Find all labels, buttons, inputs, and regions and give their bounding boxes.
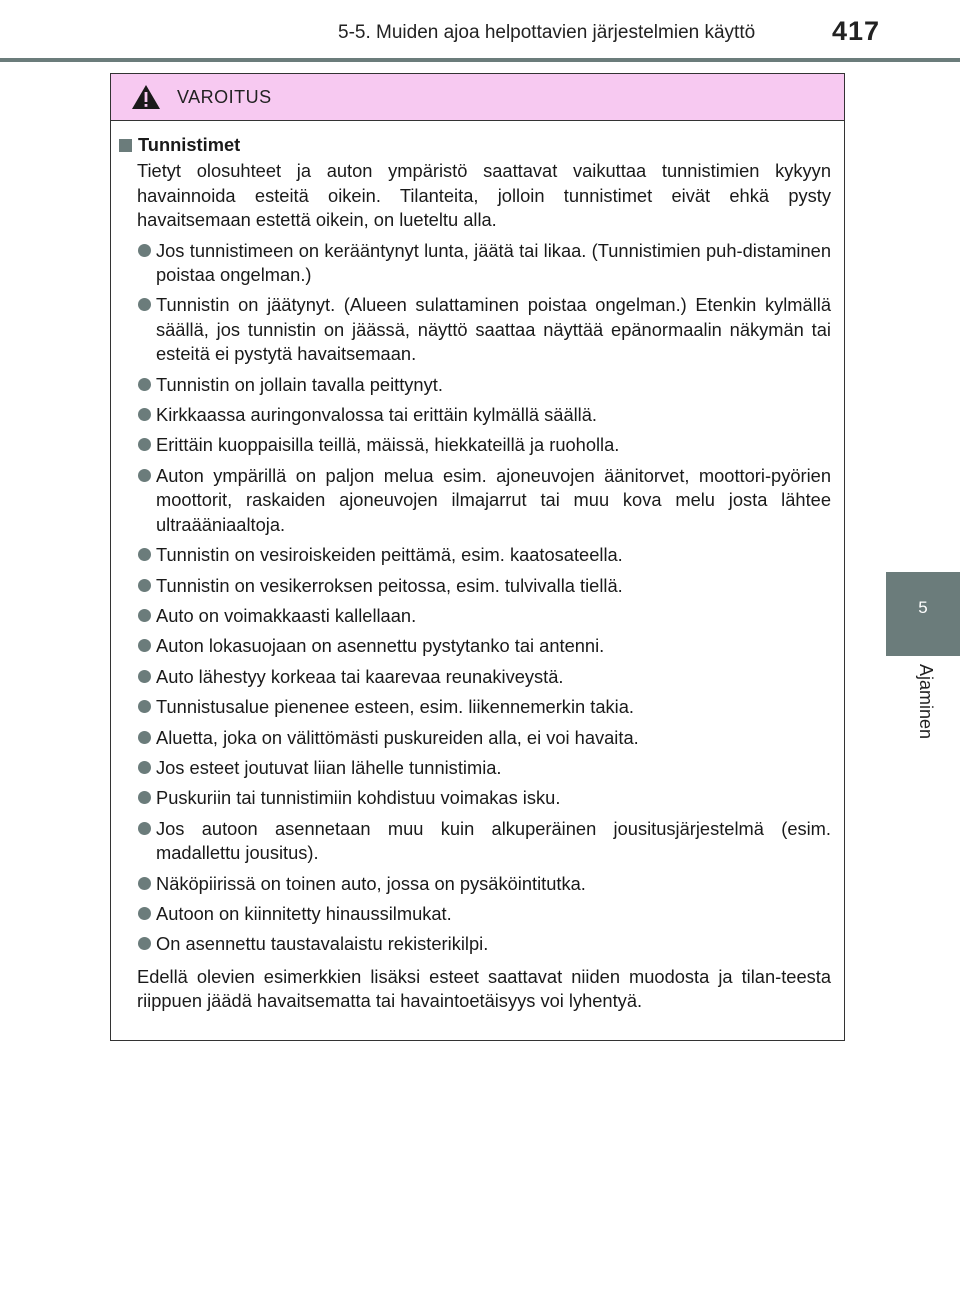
list-item xyxy=(156,932,831,956)
list-item xyxy=(156,543,831,567)
round-bullet-icon xyxy=(138,907,151,920)
list-item xyxy=(156,464,831,537)
round-bullet-icon xyxy=(138,579,151,592)
list-item-text: Auto lähestyy korkeaa tai kaarevaa reunakiveystä. xyxy=(156,665,564,687)
list-item-text: Tunnistusalue pienenee esteen, esim. liikennemerkin takia. xyxy=(156,696,634,718)
round-bullet-icon xyxy=(138,609,151,622)
list-item xyxy=(156,574,831,598)
list-item xyxy=(156,433,831,457)
header-rule xyxy=(0,58,960,62)
list-item-text: Tunnistin on jäätynyt. (Alueen sulattaminen poistaa ongelman.) Etenkin kylmällä säällä, jos tunnistin on jäässä, näyttö saattaa näyttää epänormaalin näkymän tai esteitä ei pystytä havaitsemaan. xyxy=(156,294,831,365)
round-bullet-icon xyxy=(138,822,151,835)
round-bullet-icon xyxy=(138,761,151,774)
list-item-text: Kirkkaassa auringonvalossa tai erittäin kylmällä säällä. xyxy=(156,404,597,426)
list-item xyxy=(156,902,831,926)
list-item-text: Erittäin kuoppaisilla teillä, mäissä, hiekkateillä ja ruoholla. xyxy=(156,434,620,456)
page-number: 417 xyxy=(832,16,881,46)
section-title: 5-5. Muiden ajoa helpottavien järjestelmien käyttö xyxy=(338,22,756,43)
list-item-text: Auton ympärillä on paljon melua esim. ajoneuvojen äänitorvet, moottori-pyörien moottorit, raskaiden ajoneuvojen ilmajarrut tai muu kova melu josta lähtee ultraääniaaltoja. xyxy=(156,464,831,535)
round-bullet-icon xyxy=(138,670,151,683)
list-item-text: Auton lokasuojaan on asennettu pystytanko tai antenni. xyxy=(156,635,605,657)
square-bullet-icon xyxy=(119,139,132,152)
list-item-text: Tunnistin on vesiroiskeiden peittämä, esim. kaatosateella. xyxy=(156,544,623,566)
round-bullet-icon xyxy=(138,731,151,744)
round-bullet-icon xyxy=(138,877,151,890)
round-bullet-icon xyxy=(138,244,151,257)
closing-paragraph: Edellä olevien esimerkkien lisäksi esteet saattavat niiden muodosta ja tilan-teesta riippuen jäädä havaitsematta tai havaintoetäisyys voi lyhentyä. xyxy=(137,965,831,1012)
warning-triangle-icon xyxy=(131,84,161,110)
round-bullet-icon xyxy=(138,298,151,311)
list-item xyxy=(156,726,831,750)
round-bullet-icon xyxy=(138,408,151,421)
list-item-text: Näköpiirissä on toinen auto, jossa on pysäköintitutka. xyxy=(156,872,586,894)
chapter-tab: 5 xyxy=(886,572,960,656)
list-item-text: Tunnistin on vesikerroksen peitossa, esim. tulvivalla tiellä. xyxy=(156,574,623,596)
list-item xyxy=(156,239,831,288)
subheading-text: Tunnistimet xyxy=(138,134,241,155)
chapter-label: Ajaminen xyxy=(916,664,936,740)
list-item xyxy=(156,293,831,366)
list-item-text: On asennettu taustavalaistu rekisterikilpi. xyxy=(156,933,489,955)
round-bullet-icon xyxy=(138,438,151,451)
round-bullet-icon xyxy=(138,378,151,391)
list-item xyxy=(156,695,831,719)
list-item xyxy=(156,634,831,658)
warning-header xyxy=(111,74,844,121)
round-bullet-icon xyxy=(138,469,151,482)
list-item-text: Puskuriin tai tunnistimiin kohdistuu voimakas isku. xyxy=(156,787,561,809)
list-item-text: Auto on voimakkaasti kallellaan. xyxy=(156,604,417,626)
list-item-text: Aluetta, joka on välittömästi puskureiden alla, ei voi havaita. xyxy=(156,726,639,748)
list-item xyxy=(156,604,831,628)
round-bullet-icon xyxy=(138,791,151,804)
list-item-text: Tunnistin on jollain tavalla peittynyt. xyxy=(156,373,443,395)
list-item xyxy=(156,872,831,896)
list-item xyxy=(156,403,831,427)
list-item xyxy=(156,786,831,810)
list-item-text: Jos autoon asennetaan muu kuin alkuperäinen jousitusjärjestelmä (esim. madallettu jousitus). xyxy=(156,817,831,864)
round-bullet-icon xyxy=(138,548,151,561)
list-item xyxy=(156,756,831,780)
warning-box xyxy=(110,73,845,1041)
list-item xyxy=(156,373,831,397)
list-item-text: Autoon on kiinnitetty hinaussilmukat. xyxy=(156,902,452,924)
round-bullet-icon xyxy=(138,639,151,652)
warning-label: VAROITUS xyxy=(177,86,272,107)
list-item xyxy=(156,665,831,689)
warning-content xyxy=(111,133,841,1014)
list-item-text: Jos tunnistimeen on kerääntynyt lunta, jäätä tai likaa. (Tunnistimien puh-distaminen poistaa ongelman.) xyxy=(156,239,831,286)
condition-list xyxy=(111,239,841,957)
round-bullet-icon xyxy=(138,937,151,950)
subheading xyxy=(119,133,841,157)
round-bullet-icon xyxy=(138,700,151,713)
list-item-text: Jos esteet joutuvat liian lähelle tunnistimia. xyxy=(156,756,502,778)
list-item xyxy=(156,817,831,866)
intro-paragraph: Tietyt olosuhteet ja auton ympäristö saattavat vaikuttaa tunnistimien kykyyn havainnoida esteitä oikein. Tilanteita, jolloin tunnistimet eivät ehkä pysty havaitsemaan estettä oikein, on lueteltu alla. xyxy=(137,160,831,231)
